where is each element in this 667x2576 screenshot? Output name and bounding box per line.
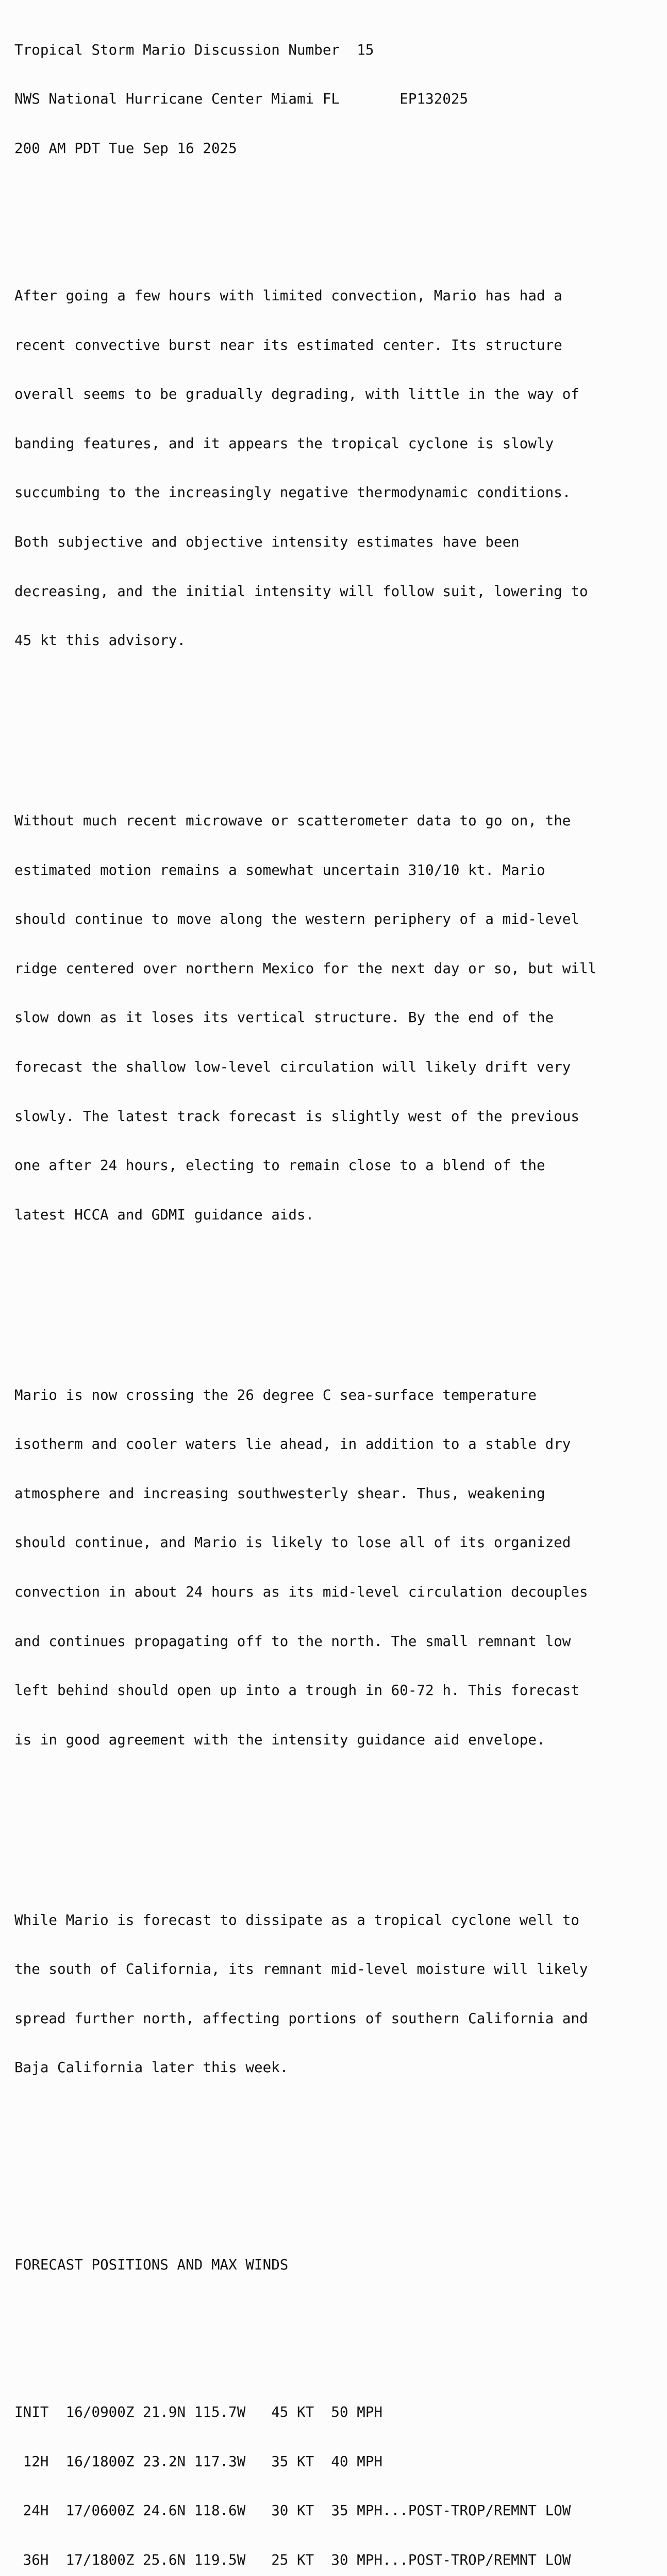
text-line: Without much recent microwave or scatterometer data to go on, the bbox=[14, 813, 659, 829]
text-line: left behind should open up into a trough in 60-72 h. This forecast bbox=[14, 1683, 659, 1699]
text-line: recent convective burst near its estimated center. Its structure bbox=[14, 337, 659, 354]
issuing-office: NWS National Hurricane Center Miami FL EP132025 bbox=[14, 91, 659, 108]
blank-line bbox=[14, 1814, 659, 1831]
blank-line bbox=[14, 1289, 659, 1306]
paragraph-3 bbox=[14, 1354, 659, 1781]
text-line: Mario is now crossing the 26 degree C sea-surface temperature bbox=[14, 1387, 659, 1404]
text-line: Baja California later this week. bbox=[14, 2060, 659, 2076]
text-line: convection in about 24 hours as its mid-level circulation decouples bbox=[14, 1584, 659, 1601]
forecast-table bbox=[14, 2372, 659, 2576]
text-line: succumbing to the increasingly negative thermodynamic conditions. bbox=[14, 485, 659, 501]
text-line: should continue, and Mario is likely to lose all of its organized bbox=[14, 1535, 659, 1551]
forecast-row: 24H 17/0600Z 24.6N 118.6W 30 KT 35 MPH...POST-TROP/REMNT LOW bbox=[14, 2503, 659, 2519]
blank-line bbox=[14, 190, 659, 206]
text-line: estimated motion remains a somewhat uncertain 310/10 kt. Mario bbox=[14, 862, 659, 879]
paragraph-4 bbox=[14, 1879, 659, 2109]
blank-line bbox=[14, 2306, 659, 2323]
text-line: should continue to move along the western periphery of a mid-level bbox=[14, 911, 659, 928]
paragraph-2 bbox=[14, 781, 659, 1256]
text-line: and continues propagating off to the north. The small remnant low bbox=[14, 1634, 659, 1650]
text-line: Both subjective and objective intensity estimates have been bbox=[14, 534, 659, 551]
text-line: the south of California, its remnant mid-level moisture will likely bbox=[14, 1961, 659, 1978]
discussion-document bbox=[14, 9, 659, 2576]
text-line: While Mario is forecast to dissipate as a tropical cyclone well to bbox=[14, 1912, 659, 1929]
text-line: 45 kt this advisory. bbox=[14, 633, 659, 649]
issue-time: 200 AM PDT Tue Sep 16 2025 bbox=[14, 141, 659, 157]
blank-line bbox=[14, 715, 659, 731]
forecast-row: 36H 17/1800Z 25.6N 119.5W 25 KT 30 MPH...POST-TROP/REMNT LOW bbox=[14, 2552, 659, 2569]
text-line: latest HCCA and GDMI guidance aids. bbox=[14, 1207, 659, 1224]
text-line: After going a few hours with limited convection, Mario has had a bbox=[14, 288, 659, 304]
forecast-heading: FORECAST POSITIONS AND MAX WINDS bbox=[14, 2257, 659, 2274]
text-line: overall seems to be gradually degrading, with little in the way of bbox=[14, 386, 659, 403]
discussion-title: Tropical Storm Mario Discussion Number 15 bbox=[14, 42, 659, 59]
text-line: forecast the shallow low-level circulation will likely drift very bbox=[14, 1059, 659, 1076]
blank-line bbox=[14, 2191, 659, 2208]
forecast-row: INIT 16/0900Z 21.9N 115.7W 45 KT 50 MPH bbox=[14, 2404, 659, 2421]
text-line: slowly. The latest track forecast is slightly west of the previous bbox=[14, 1109, 659, 1125]
text-line: one after 24 hours, electing to remain close to a blend of the bbox=[14, 1158, 659, 1174]
text-line: ridge centered over northern Mexico for the next day or so, but will bbox=[14, 961, 659, 977]
text-line: isotherm and cooler waters lie ahead, in addition to a stable dry bbox=[14, 1436, 659, 1453]
forecast-row: 12H 16/1800Z 23.2N 117.3W 35 KT 40 MPH bbox=[14, 2454, 659, 2470]
text-line: banding features, and it appears the tropical cyclone is slowly bbox=[14, 436, 659, 452]
blank-line bbox=[14, 2142, 659, 2159]
text-line: decreasing, and the initial intensity will follow suit, lowering to bbox=[14, 584, 659, 600]
text-line: spread further north, affecting portions of southern California and bbox=[14, 2011, 659, 2027]
text-line: atmosphere and increasing southwesterly shear. Thus, weakening bbox=[14, 1486, 659, 1502]
text-line: is in good agreement with the intensity guidance aid envelope. bbox=[14, 1732, 659, 1749]
paragraph-1 bbox=[14, 256, 659, 682]
text-line: slow down as it loses its vertical structure. By the end of the bbox=[14, 1010, 659, 1026]
